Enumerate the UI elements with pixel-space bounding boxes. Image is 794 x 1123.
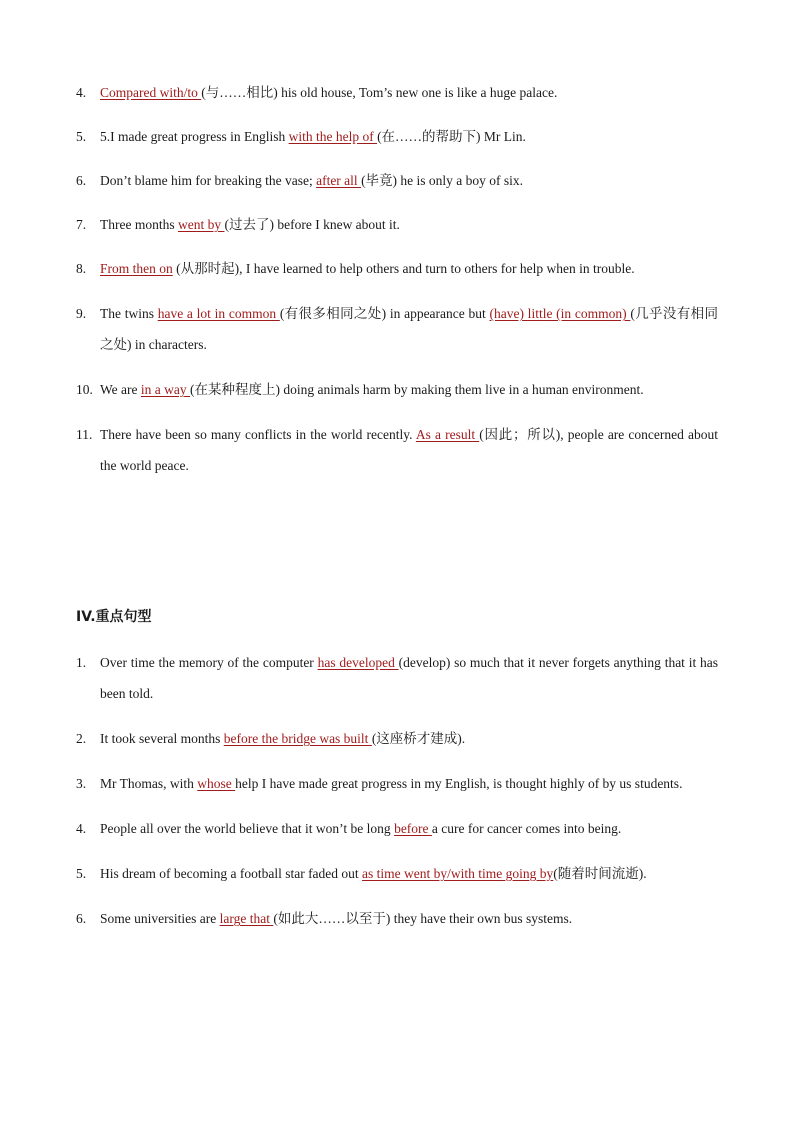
answer-blank: large that: [219, 911, 274, 926]
exercise-item: [0, 647, 794, 709]
sentence-text: 5.I made great progress in English: [100, 129, 289, 144]
item-text: [100, 374, 718, 405]
sentence-text: (毕竟) he is only a boy of six.: [361, 173, 524, 188]
answer-blank: (have) little (in common): [489, 306, 631, 321]
answer-blank: before: [394, 821, 432, 836]
sentence-text: (几乎没有相同之处) in characters.: [100, 306, 718, 352]
item-number: 11.: [76, 427, 93, 442]
item-number: 5.: [76, 129, 87, 144]
item-text: [100, 903, 718, 934]
exercise-item: [0, 858, 794, 889]
item-number: 7.: [76, 217, 87, 232]
item-number: 9.: [76, 306, 87, 321]
item-number: 6.: [76, 911, 87, 926]
exercise-item: [0, 723, 794, 754]
sentence-text: a cure for cancer comes into being.: [431, 821, 622, 836]
exercise-item: [0, 419, 794, 481]
sentence-text: Don’t blame him for breaking the vase;: [100, 173, 317, 188]
item-text: [100, 768, 718, 799]
sentence-text: (这座桥才建成).: [371, 731, 466, 746]
item-text: [100, 647, 718, 709]
item-number: 5.: [76, 866, 87, 881]
item-text: [100, 298, 718, 360]
item-number: 10.: [76, 382, 93, 397]
item-number: 6.: [76, 173, 87, 188]
exercise-item: [0, 298, 794, 360]
sentence-text: (有很多相同之处) in appearance but: [279, 306, 490, 321]
sentence-text: His dream of becoming a football star faded out: [100, 866, 363, 881]
sentence-text: It took several months: [100, 731, 224, 746]
exercise-item: [0, 121, 794, 152]
sentence-text: (与……相比) his old house, Tom’s new one is like a huge palace.: [201, 85, 558, 100]
exercise-item: [0, 253, 794, 284]
sentence-text: (因此；所以), people are concerned about the world peace.: [100, 427, 718, 473]
section-heading: IV.重点句型: [76, 609, 152, 625]
answer-blank: with the help of: [288, 129, 378, 144]
item-number: 2.: [76, 731, 87, 746]
exercise-item: [0, 77, 794, 108]
sentence-text: People all over the world believe that it won’t be long: [100, 821, 395, 836]
answer-blank: in a way: [140, 382, 190, 397]
item-text: [100, 723, 718, 754]
sentence-text: Three months: [100, 217, 178, 232]
exercise-item: [0, 903, 794, 934]
exercise-item: [0, 768, 794, 799]
sentence-text: (develop) so much that it never forgets anything that it has been told.: [100, 655, 718, 701]
exercise-item: [0, 165, 794, 196]
answer-blank: Compared with/to: [100, 85, 202, 100]
sentence-text: Some universities are: [100, 911, 220, 926]
item-text: [100, 209, 718, 240]
item-text: [100, 121, 718, 152]
item-text: [100, 77, 718, 108]
sentence-text: (如此大……以至于) they have their own bus systems.: [273, 911, 573, 926]
sentence-text: Mr Thomas, with: [100, 776, 198, 791]
phrase-exercise-list: [0, 77, 794, 481]
answer-blank: before the bridge was built: [223, 731, 372, 746]
item-number: 1.: [76, 655, 87, 670]
item-text: [100, 419, 718, 481]
sentence-text: (从那时起), I have learned to help others and turn to others for help when in trouble.: [172, 261, 635, 276]
item-text: [100, 858, 718, 889]
sentence-text: (过去了) before I knew about it.: [224, 217, 400, 232]
answer-blank: From then on: [100, 261, 173, 276]
sentence-text: help I have made great progress in my English, is thought highly of by us students.: [235, 776, 683, 791]
answer-blank: as time went by/with time going by: [362, 866, 554, 881]
item-number: 4.: [76, 85, 87, 100]
item-text: [100, 253, 718, 284]
sentence-text: (在某种程度上) doing animals harm by making them live in a human environment.: [190, 382, 644, 397]
sentence-text: Over time the memory of the computer: [100, 655, 318, 670]
exercise-item: [0, 374, 794, 405]
item-number: 4.: [76, 821, 87, 836]
exercise-item: [0, 209, 794, 240]
sentence-text: The twins: [100, 306, 158, 321]
item-text: [100, 165, 718, 196]
sentence-text: (随着时间流逝).: [553, 866, 647, 881]
item-text: [100, 813, 718, 844]
answer-blank: As a result: [415, 427, 480, 442]
answer-blank: after all: [316, 173, 362, 188]
item-number: 3.: [76, 776, 87, 791]
sentence-text: We are: [100, 382, 141, 397]
answer-blank: whose: [197, 776, 236, 791]
answer-blank: has developed: [317, 655, 399, 670]
answer-blank: went by: [177, 217, 225, 232]
item-number: 8.: [76, 261, 87, 276]
exercise-item: [0, 813, 794, 844]
sentence-pattern-list: [0, 647, 794, 934]
answer-blank: have a lot in common: [157, 306, 280, 321]
sentence-text: There have been so many conflicts in the world recently.: [100, 427, 416, 442]
sentence-text: (在……的帮助下) Mr Lin.: [377, 129, 526, 144]
